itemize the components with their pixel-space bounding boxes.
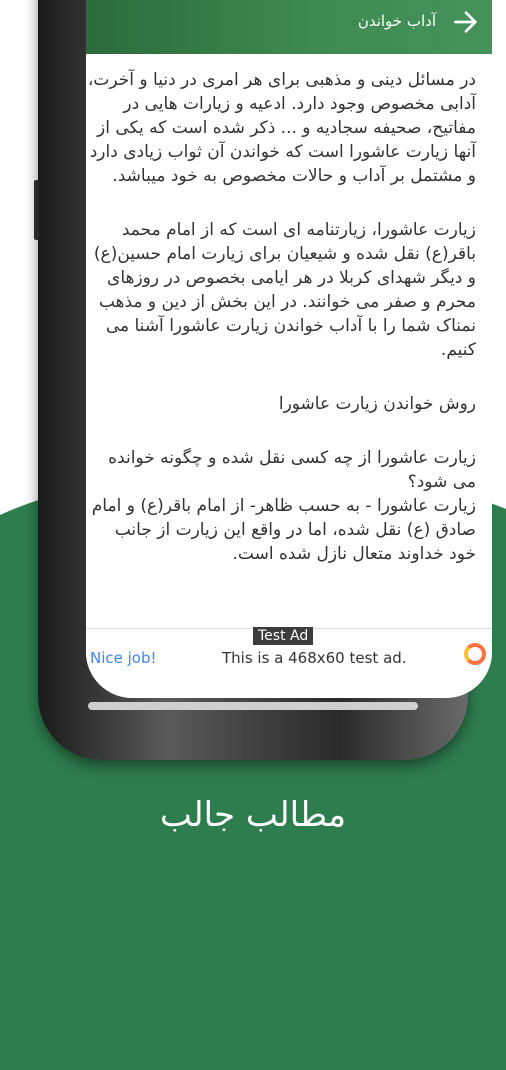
ad-left-text: Nice job!: [90, 649, 157, 667]
phone-frame: [38, 0, 476, 760]
article-paragraph-1: در مسائل دینی و مذهبی برای هر امری در دنیا و آخرت، آدابی مخصوص وجود دارد. ادعیه و زیارات هایی در مفاتیح، صحیفه سجادیه و ... ذکر شده است که یکی از آنها زیارت عاشورا است که خواندن آن ثواب زیادی دارد و مشتمل بر آداب و حالات مخصوص به خود میباشد.: [87, 70, 476, 186]
article-answer: زیارت عاشورا - به حسب ظاهر- از امام باقر(ع) و امام صادق (ع) نقل شده، اما در واقع این زیارت از جانب خود خداوند متعال نازل شده است.: [91, 496, 476, 564]
article-heading: روش خواندن زیارت عاشورا: [278, 394, 476, 414]
article-question: زیارت عاشورا از چه کسی نقل شده و چگونه خوانده می شود؟: [108, 448, 476, 492]
article-paragraph-2: زیارت عاشورا، زیارتنامه ای است که از امام محمد باقر(ع) نقل شده و شیعیان برای زیارت امام حسین(ع) و دیگر شهدای کربلا در هر ایامی بخصوص در روزهای محرم و صفر می خوانند. در این بخش از دین و مذهب نمناک شما را با آداب خواندن زیارت عاشورا آشنا می کنیم.: [93, 220, 476, 360]
phone-screen: [86, 0, 492, 698]
app-bar: [86, 0, 492, 54]
promo-caption: مطالب جالب: [159, 795, 347, 835]
ad-banner[interactable]: [86, 628, 492, 687]
ad-tag: Test Ad: [253, 627, 313, 645]
phone-chin: [88, 702, 418, 710]
volume-button: [34, 180, 39, 240]
article-content[interactable]: [86, 54, 484, 628]
app-bar-title: آداب خواندن: [357, 12, 436, 30]
arrow-back-icon[interactable]: [450, 6, 482, 38]
ad-main-text: This is a 468x60 test ad.: [222, 649, 407, 667]
ad-logo-icon: [464, 643, 486, 665]
